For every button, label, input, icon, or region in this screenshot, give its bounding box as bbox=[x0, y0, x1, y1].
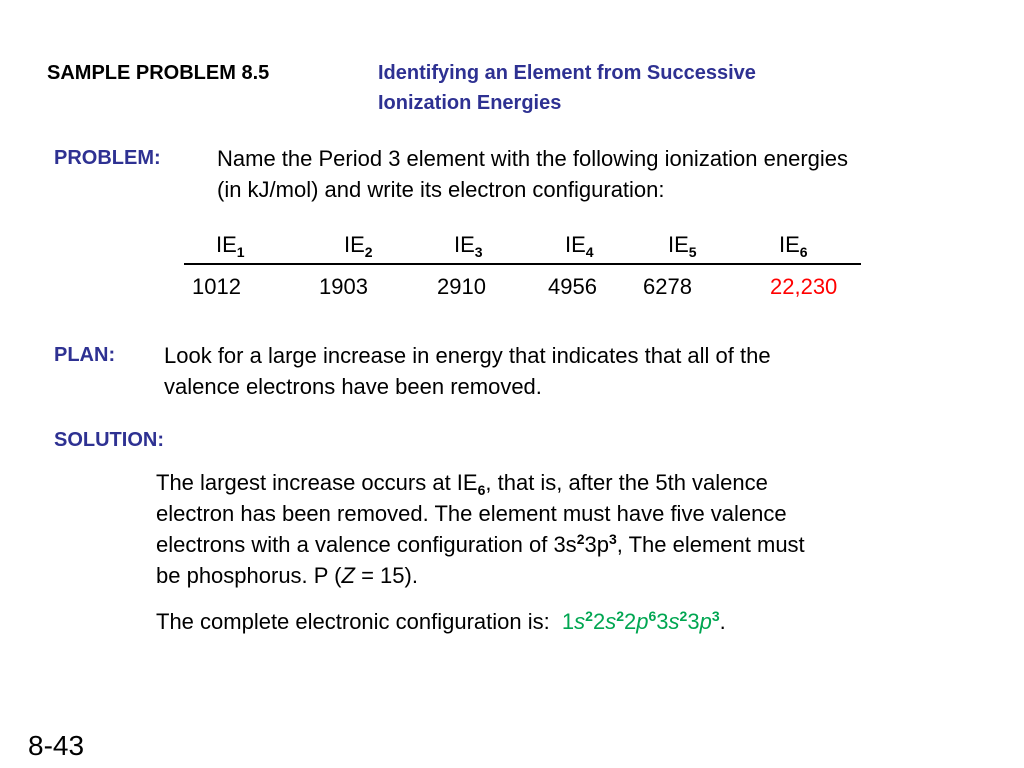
ie-header-3: $IE_3$ bbox=[454, 232, 483, 260]
problem-label: PROBLEM: bbox=[54, 147, 161, 169]
ie-header-6: $IE_6$ bbox=[779, 232, 808, 260]
ie-value-4: 4956 bbox=[548, 274, 597, 299]
solution-line4: be phosphorus. P (Z = 15). bbox=[156, 563, 418, 588]
ie-header-1: $IE_1$ bbox=[216, 232, 245, 260]
plan-line2: valence electrons have been removed. bbox=[164, 374, 542, 399]
page-number: 8-43 bbox=[28, 730, 85, 761]
solution-paragraph bbox=[156, 467, 805, 591]
configuration-end: . bbox=[719, 609, 726, 634]
solution-label: SOLUTION: bbox=[54, 429, 164, 451]
ie-value-3: 2910 bbox=[437, 274, 486, 299]
solution-line1: The largest increase occurs at $IE_6$, that is, after the 5th valence bbox=[156, 470, 768, 498]
ie-value-5: 6278 bbox=[643, 274, 692, 299]
ie-value-1: 1012 bbox=[192, 274, 241, 299]
ie-header-2: $IE_2$ bbox=[344, 232, 373, 260]
plan-text bbox=[164, 340, 771, 402]
problem-line1: Name the Period 3 element with the following ionization energies bbox=[217, 146, 849, 171]
problem-title-line1: Identifying an Element from Successive bbox=[378, 62, 756, 84]
electron-configuration: $1s^22s^22p^63s^23p^3$ bbox=[561, 608, 720, 634]
sample-problem-label: SAMPLE PROBLEM 8.5 bbox=[47, 62, 270, 84]
ie-header-4: $IE_4$ bbox=[565, 232, 594, 260]
ie-value-2: 1903 bbox=[319, 274, 368, 299]
problem-text bbox=[217, 143, 848, 205]
plan-line1: Look for a large increase in energy that indicates that all of the bbox=[164, 343, 771, 368]
problem-title bbox=[378, 58, 756, 118]
solution-line2: electron has been removed. The element must have five valence bbox=[156, 501, 787, 526]
plan-label: PLAN: bbox=[54, 344, 116, 366]
ie-header-5: $IE_5$ bbox=[668, 232, 697, 260]
table-divider bbox=[184, 263, 861, 265]
problem-title-line2: Ionization Energies bbox=[378, 92, 562, 114]
configuration-line bbox=[156, 606, 726, 637]
ie-value-6-highlight: 22,230 bbox=[770, 274, 838, 299]
problem-line2: (in kJ/mol) and write its electron configuration: bbox=[217, 177, 665, 202]
solution-line3: electrons with a valence configuration of $3s^23p^3$, The element must bbox=[156, 531, 805, 557]
configuration-label: The complete electronic configuration is: bbox=[156, 609, 550, 634]
